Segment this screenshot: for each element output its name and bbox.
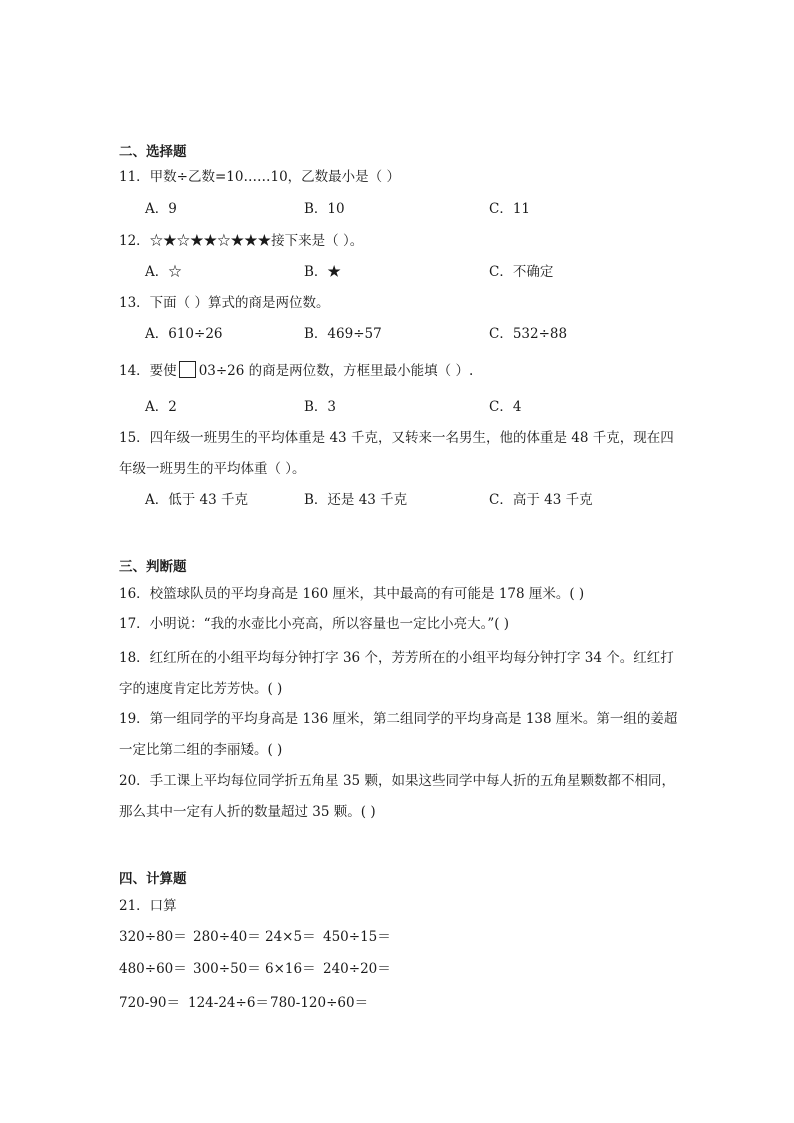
calc-row-3-item-2: 124-24÷6＝ [188,995,269,1011]
question-11: 11．甲数÷乙数=10……10，乙数最小是（ ） [119,169,400,185]
calc-row-3-item-1: 720-90＝ [119,995,181,1011]
question-15-line2: 年级一班男生的平均体重（ ）。 [119,461,306,477]
q13-option-c: C．532÷88 [489,326,568,342]
question-17: 17．小明说：“我的水壶比小亮高，所以容量也一定比小亮大。”( ) [119,616,510,632]
question-18-line1: 18．红红所在的小组平均每分钟打字 36 个，芳芳所在的小组平均每分钟打字 34 个。红红打 [119,650,674,666]
question-19-line2: 一定比第二组的李丽矮。( ) [119,742,283,758]
question-21: 21．口算 [119,898,177,914]
question-20-line1: 20．手工课上平均每位同学折五角星 35 颗，如果这些同学中每人折的五角星颗数都不相同， [119,773,675,789]
q11-option-c: C．11 [489,201,531,217]
q15-option-b: B．还是 43 千克 [304,492,408,508]
section-title-calculation: 四、计算题 [119,871,187,887]
blank-box [179,361,196,378]
q12-option-c: C．不确定 [489,264,554,280]
q15-option-a: A．低于 43 千克 [145,492,249,508]
calc-row-2-item-4: 240÷20＝ [323,961,391,977]
question-14 [119,359,473,379]
calc-row-1-item-4: 450÷15＝ [323,929,391,945]
q14-option-c: C．4 [489,399,522,415]
q14-prefix: 14．要使 [119,363,177,379]
question-15-line1: 15．四年级一班男生的平均体重是 43 千克，又转来一名男生，他的体重是 48 千克，现在四 [119,430,674,446]
question-13: 13．下面（ ）算式的商是两位数。 [119,295,330,311]
q13-option-a: A．610÷26 [145,326,223,342]
q14-suffix: 03÷26 的商是两位数，方框里最小能填（ ）. [198,363,474,379]
q13-option-b: B．469÷57 [304,326,382,342]
q14-option-b: B．3 [304,399,337,415]
q12-option-a: A．☆ [145,264,182,280]
question-20-line2: 那么其中一定有人折的数量超过 35 颗。( ) [119,804,376,820]
question-19-line1: 19．第一组同学的平均身高是 136 厘米，第二组同学的平均身高是 138 厘米。第一组的姜超 [119,711,678,727]
calc-row-1-item-3: 24×5＝ [265,929,316,945]
section-title-choice: 二、选择题 [119,144,187,160]
q15-option-c: C．高于 43 千克 [489,492,593,508]
question-16: 16．校篮球队员的平均身高是 160 厘米，其中最高的有可能是 178 厘米。( ) [119,586,585,602]
question-12: 12．☆★☆★★☆★★★接下来是（ ）。 [119,233,364,249]
question-18-line2: 字的速度肯定比芳芳快。( ) [119,681,283,697]
calc-row-3-item-3: 780-120÷60＝ [270,995,369,1011]
section-title-judgment: 三、判断题 [119,559,187,575]
q11-option-b: B．10 [304,201,345,217]
q12-option-b: B．★ [304,264,341,280]
calc-row-2-item-2: 300÷50＝ [193,961,261,977]
calc-row-1-item-2: 280÷40＝ [193,929,261,945]
calc-row-2-item-1: 480÷60＝ [119,961,187,977]
calc-row-1-item-1: 320÷80＝ [119,929,187,945]
calc-row-2-item-3: 6×16＝ [265,961,316,977]
q11-option-a: A．9 [145,201,177,217]
q14-option-a: A．2 [145,399,177,415]
